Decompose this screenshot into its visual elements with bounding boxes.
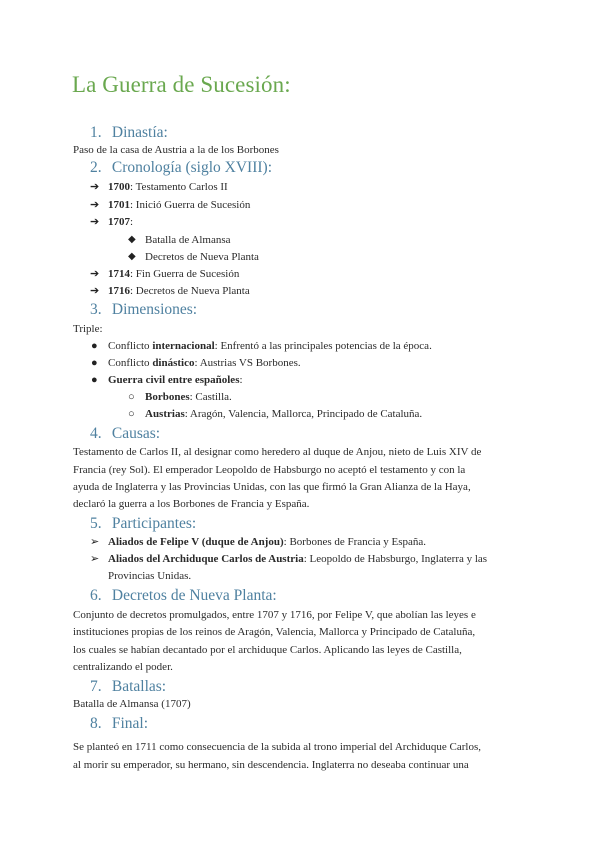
arrow-bullet-icon: ➔	[90, 285, 100, 297]
heading-text: Final:	[111, 715, 149, 732]
paragraph-line: Francia (rey Sol). El emperador Leopoldo de Habsburgo no aceptó el testamento y con la	[73, 464, 466, 476]
arrow-bullet-icon: ➔	[90, 216, 100, 228]
paragraph-line: declaró la guerra a los Borbones de Francia y España.	[73, 498, 310, 510]
heading-dimensiones	[90, 300, 197, 320]
arrow-bullet-icon: ➔	[90, 199, 100, 211]
list-item: 1701: Inició Guerra de Sucesión	[108, 199, 251, 211]
dot-bullet-icon: ●	[91, 357, 98, 369]
list-item: 1700: Testamento Carlos II	[108, 181, 228, 193]
paragraph-line: ayuda de Inglaterra y las Provincias Unidas, con las que firmó la Gran Alianza de la Haya,	[73, 481, 471, 493]
list-item: Conflicto dinástico: Austrias VS Borbones.	[108, 357, 301, 369]
heading-batallas	[90, 677, 166, 697]
heading-text: Participantes:	[111, 515, 197, 532]
paragraph-line: Testamento de Carlos II, al designar como heredero al duque de Anjou, nieto de Luis XIV de	[73, 446, 482, 458]
dot-bullet-icon: ●	[91, 374, 98, 386]
circle-bullet-icon: ○	[128, 408, 135, 420]
heading-text: Cronología (siglo XVIII):	[111, 159, 273, 176]
heading-dinastia	[90, 123, 168, 143]
list-item: 1714: Fin Guerra de Sucesión	[108, 268, 240, 280]
sub-list-item: Batalla de Almansa	[145, 234, 231, 246]
list-item: 1707:	[108, 216, 134, 228]
list-item: Aliados de Felipe V (duque de Anjou): Borbones de Francia y España.	[108, 536, 426, 548]
heading-text: Dinastía:	[111, 124, 168, 141]
list-item: Guerra civil entre españoles:	[108, 374, 243, 386]
heading-number: 2.	[90, 159, 102, 176]
paragraph-line: los cuales se habían decantado por el archiduque Carlos. Aplicando las leyes de Castilla,	[73, 644, 462, 656]
heading-participantes	[90, 514, 196, 534]
list-item: Conflicto internacional: Enfrentó a las principales potencias de la época.	[108, 340, 432, 352]
heading-decretos	[90, 586, 277, 606]
heading-text: Batallas:	[111, 678, 167, 695]
sub-list-item: Austrias: Aragón, Valencia, Mallorca, Principado de Cataluña.	[145, 408, 423, 420]
heading-number: 5.	[90, 515, 102, 532]
paragraph: Batalla de Almansa (1707)	[73, 698, 191, 710]
paragraph-line: centralizando el poder.	[73, 661, 173, 673]
paragraph: Paso de la casa de Austria a la de los Borbones	[73, 144, 279, 156]
document-title: La Guerra de Sucesión:	[72, 72, 291, 97]
heading-number: 8.	[90, 715, 102, 732]
list-item: Aliados del Archiduque Carlos de Austria: Leopoldo de Habsburgo, Inglaterra y las	[108, 553, 488, 565]
list-item: 1716: Decretos de Nueva Planta	[108, 285, 250, 297]
heading-number: 1.	[90, 124, 102, 141]
list-item-continuation: Provincias Unidas.	[108, 570, 192, 582]
paragraph-line: instituciones propias de los reinos de Aragón, Valencia, Mallorca y Principado de Cataluña,	[73, 626, 476, 638]
sub-list-item: Decretos de Nueva Planta	[145, 251, 259, 263]
sub-list-item: Borbones: Castilla.	[145, 391, 232, 403]
diamond-bullet-icon: ◆	[128, 234, 136, 245]
circle-bullet-icon: ○	[128, 391, 135, 403]
heading-number: 7.	[90, 678, 102, 695]
paragraph-line: al morir su emperador, su hermano, sin descendencia. Inglaterra no deseaba continuar una	[73, 759, 469, 771]
arrowhead-bullet-icon: ➢	[90, 536, 100, 548]
heading-text: Decretos de Nueva Planta:	[111, 587, 277, 604]
diamond-bullet-icon: ◆	[128, 251, 136, 262]
heading-number: 3.	[90, 301, 102, 318]
paragraph: Triple:	[73, 323, 103, 335]
heading-final	[90, 714, 148, 734]
heading-causas	[90, 424, 160, 444]
heading-text: Causas:	[111, 425, 161, 442]
arrow-bullet-icon: ➔	[90, 181, 100, 193]
arrowhead-bullet-icon: ➢	[90, 553, 100, 565]
paragraph-line: Conjunto de decretos promulgados, entre 1707 y 1716, por Felipe V, que abolían las leyes e	[73, 609, 476, 621]
paragraph-line: Se planteó en 1711 como consecuencia de la subida al trono imperial del Archiduque Carlos,	[73, 741, 481, 753]
arrow-bullet-icon: ➔	[90, 268, 100, 280]
heading-number: 6.	[90, 587, 102, 604]
heading-text: Dimensiones:	[111, 301, 198, 318]
dot-bullet-icon: ●	[91, 340, 98, 352]
heading-number: 4.	[90, 425, 102, 442]
heading-cronologia	[90, 158, 272, 178]
